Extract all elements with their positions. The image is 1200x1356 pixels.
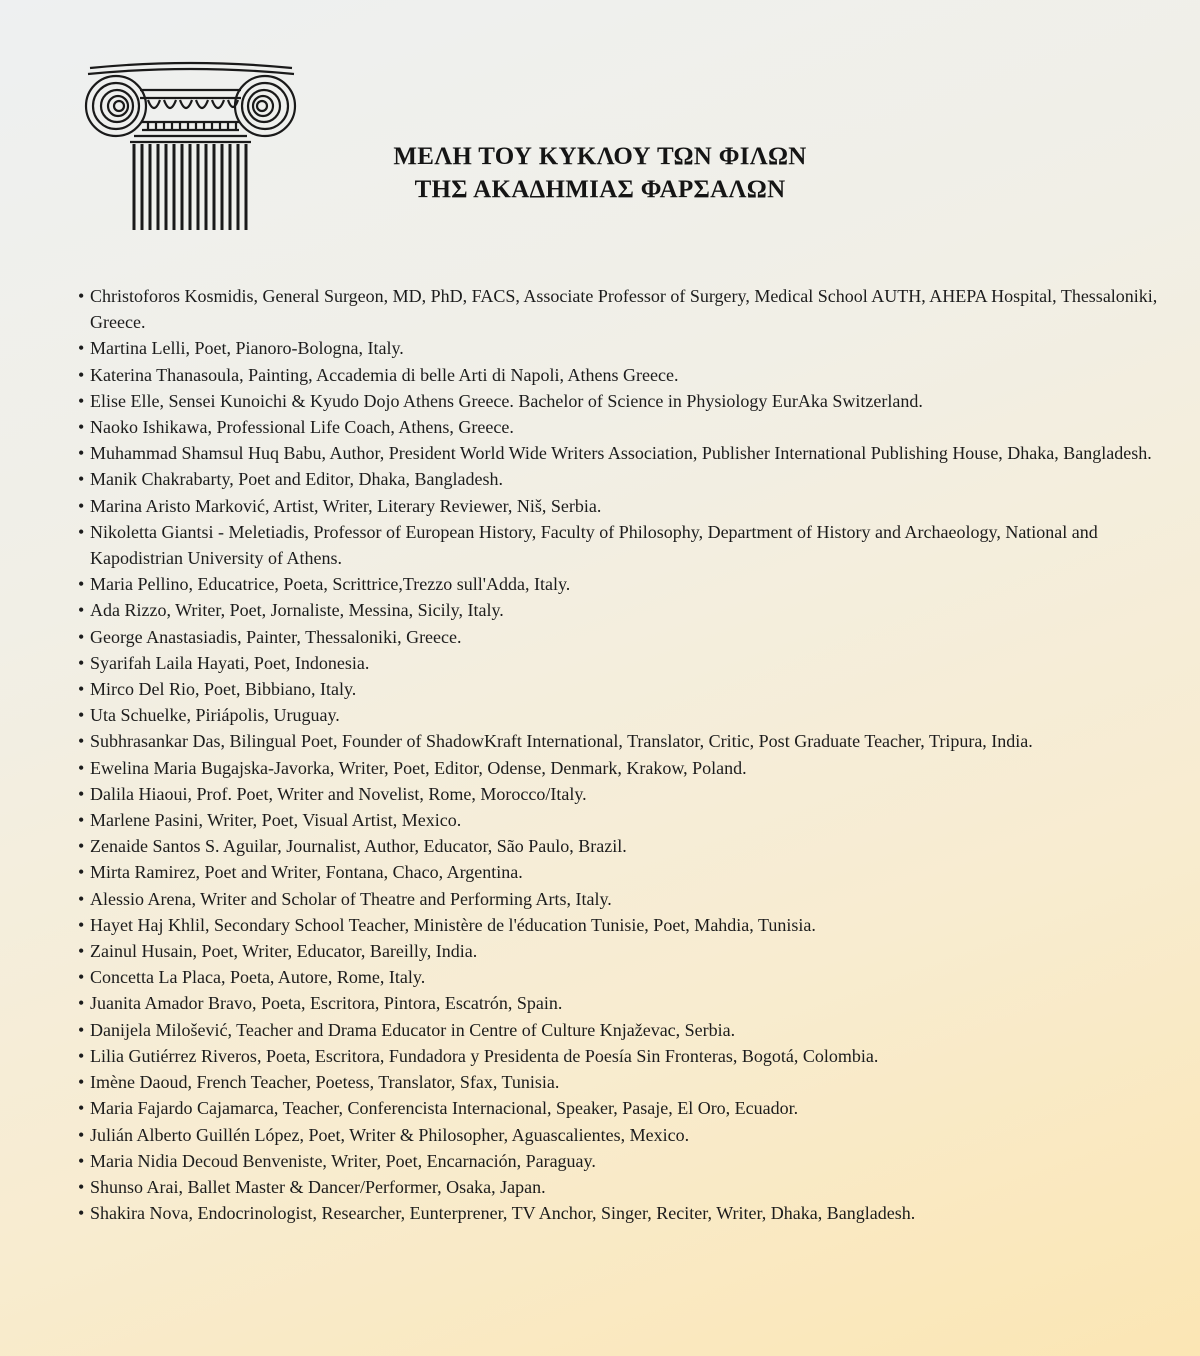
list-item: • Nikoletta Giantsi - Meletiadis, Professor of European History, Faculty of Philosophy, Department of History and Archaeology, National and Kapodistrian University of Athens. <box>78 519 1168 571</box>
list-item: • Lilia Gutiérrez Riveros, Poeta, Escritora, Fundadora y Presidenta de Poesía Sin Fronteras, Bogotá, Colombia. <box>78 1043 1168 1069</box>
list-item: • Mirta Ramirez, Poet and Writer, Fontana, Chaco, Argentina. <box>78 859 1168 885</box>
list-item: • Concetta La Placa, Poeta, Autore, Rome, Italy. <box>78 964 1168 990</box>
list-item: • Alessio Arena, Writer and Scholar of Theatre and Performing Arts, Italy. <box>78 886 1168 912</box>
list-item: • Naoko Ishikawa, Professional Life Coach, Athens, Greece. <box>78 414 1168 440</box>
list-item: • Mirco Del Rio, Poet, Bibbiano, Italy. <box>78 676 1168 702</box>
list-item: • Katerina Thanasoula, Painting, Accademia di belle Arti di Napoli, Athens Greece. <box>78 362 1168 388</box>
ionic-column-icon <box>78 60 303 235</box>
list-item: • Christoforos Kosmidis, General Surgeon, MD, PhD, FACS, Associate Professor of Surgery, Medical School AUTH, AHEPA Hospital, Thessaloniki, Greece. <box>78 283 1168 335</box>
list-item: • Maria Fajardo Cajamarca, Teacher, Conferencista Internacional, Speaker, Pasaje, El Oro, Ecuador. <box>78 1095 1168 1121</box>
members-list <box>78 283 1168 1226</box>
title-line-2: ΤΗΣ ΑΚΑΔΗΜΙΑΣ ΦΑΡΣΑΛΩΝ <box>414 176 786 203</box>
list-item: • Hayet Haj Khlil, Secondary School Teacher, Ministère de l'éducation Tunisie, Poet, Mahdia, Tunisia. <box>78 912 1168 938</box>
list-item: • Dalila Hiaoui, Prof. Poet, Writer and Novelist, Rome, Morocco/Italy. <box>78 781 1168 807</box>
list-item: • Ada Rizzo, Writer, Poet, Jornaliste, Messina, Sicily, Italy. <box>78 597 1168 623</box>
list-item: • Maria Pellino, Educatrice, Poeta, Scrittrice,Trezzo sull'Adda, Italy. <box>78 571 1168 597</box>
list-item: • Julián Alberto Guillén López, Poet, Writer & Philosopher, Aguascalientes, Mexico. <box>78 1122 1168 1148</box>
list-item: • Marina Aristo Marković, Artist, Writer, Literary Reviewer, Niš, Serbia. <box>78 493 1168 519</box>
list-item: • Zenaide Santos S. Aguilar, Journalist, Author, Educator, São Paulo, Brazil. <box>78 833 1168 859</box>
list-item: • Syarifah Laila Hayati, Poet, Indonesia. <box>78 650 1168 676</box>
list-item: • Zainul Husain, Poet, Writer, Educator, Bareilly, India. <box>78 938 1168 964</box>
list-item: • Shakira Nova, Endocrinologist, Researcher, Eunterprener, TV Anchor, Singer, Reciter, Writer, Dhaka, Bangladesh. <box>78 1200 1168 1226</box>
list-item: • Ewelina Maria Bugajska-Javorka, Writer, Poet, Editor, Odense, Denmark, Krakow, Poland. <box>78 755 1168 781</box>
list-item: • Muhammad Shamsul Huq Babu, Author, President World Wide Writers Association, Publisher International Publishing House, Dhaka, Bangladesh. <box>78 440 1168 466</box>
list-item: • Uta Schuelke, Piriápolis, Uruguay. <box>78 702 1168 728</box>
list-item: • Danijela Milošević, Teacher and Drama Educator in Centre of Culture Knjaževac, Serbia. <box>78 1017 1168 1043</box>
page-title <box>330 140 870 206</box>
title-line-1: ΜΕΛΗ ΤΟΥ ΚΥΚΛΟΥ ΤΩΝ ΦΙΛΩΝ <box>393 143 807 170</box>
list-item: • Shunso Arai, Ballet Master & Dancer/Performer, Osaka, Japan. <box>78 1174 1168 1200</box>
list-item: • Imène Daoud, French Teacher, Poetess, Translator, Sfax, Tunisia. <box>78 1069 1168 1095</box>
list-item: • Maria Nidia Decoud Benveniste, Writer, Poet, Encarnación, Paraguay. <box>78 1148 1168 1174</box>
list-item: • Subhrasankar Das, Bilingual Poet, Founder of ShadowKraft International, Translator, Critic, Post Graduate Teacher, Tripura, India. <box>78 728 1168 754</box>
list-item: • Martina Lelli, Poet, Pianoro-Bologna, Italy. <box>78 335 1168 361</box>
list-item: • Elise Elle, Sensei Kunoichi & Kyudo Dojo Athens Greece. Bachelor of Science in Physiology EurAka Switzerland. <box>78 388 1168 414</box>
list-item: • George Anastasiadis, Painter, Thessaloniki, Greece. <box>78 624 1168 650</box>
list-item: • Manik Chakrabarty, Poet and Editor, Dhaka, Bangladesh. <box>78 466 1168 492</box>
list-item: • Marlene Pasini, Writer, Poet, Visual Artist, Mexico. <box>78 807 1168 833</box>
list-item: • Juanita Amador Bravo, Poeta, Escritora, Pintora, Escatrón, Spain. <box>78 990 1168 1016</box>
